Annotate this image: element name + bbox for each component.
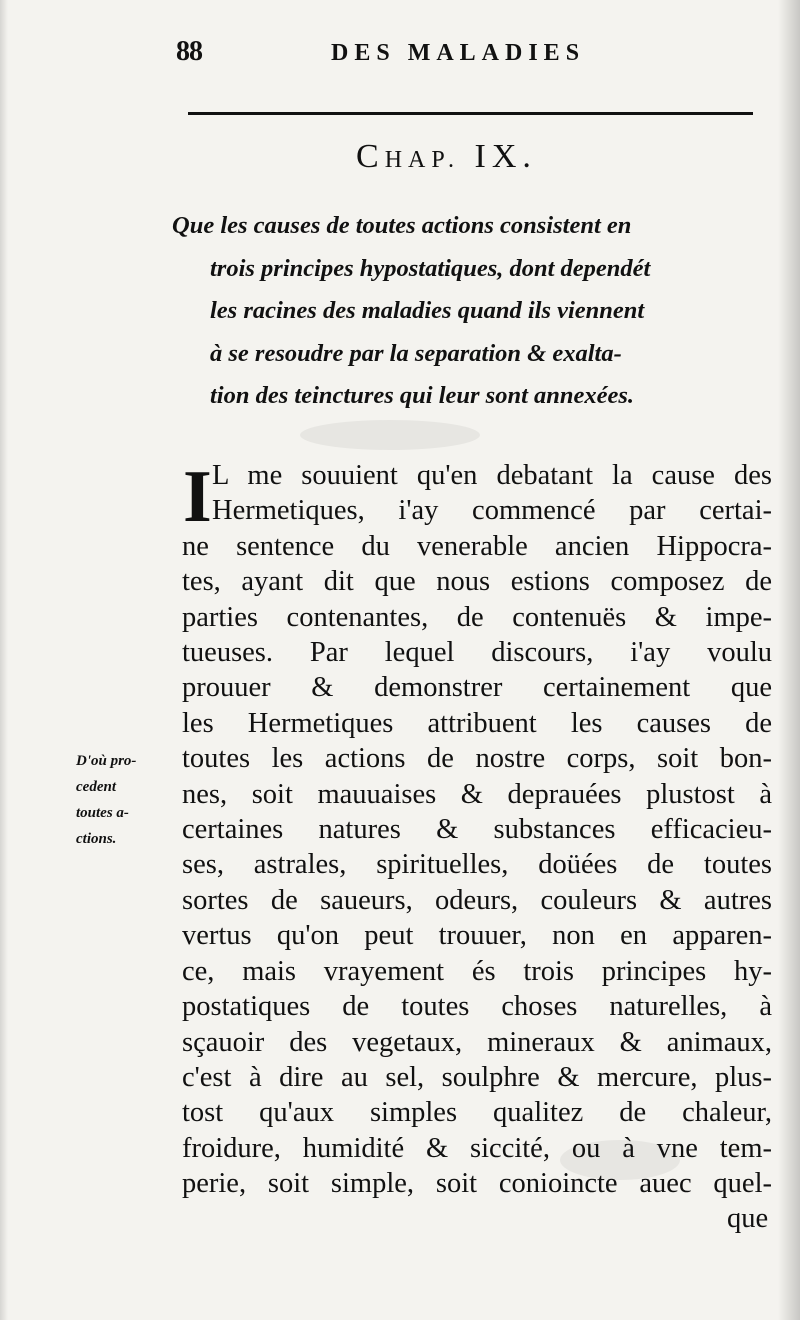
body-line: Hermetiques, i'ay commencé par certai- — [212, 495, 772, 527]
margin-note-line: toutes a- — [76, 805, 129, 821]
page-gutter-shadow — [0, 0, 8, 1320]
page-number: 88 — [176, 36, 202, 67]
summary-line: les racines des maladies quand ils viennent — [210, 297, 645, 324]
body-line: postatiques de toutes choses naturelles, à — [182, 991, 772, 1023]
summary-line: trois principes hypostatiques, dont dependét — [210, 254, 651, 282]
body-line: ses, astrales, spirituelles, doüées de toutes — [182, 849, 772, 881]
ink-smudge — [300, 420, 480, 450]
catchword: que — [727, 1203, 769, 1234]
body-line: tes, ayant dit que nous estions composez de — [182, 566, 772, 598]
body-line: tost qu'aux simples qualitez de chaleur, — [182, 1097, 772, 1129]
body-line: certaines natures & substances efficacieu- — [182, 814, 772, 846]
margin-note — [76, 748, 186, 852]
body-line: tueuses. Par lequel discours, i'ay voulu — [182, 637, 772, 669]
body-line: L me souuient qu'en debatant la cause des — [212, 460, 772, 491]
running-head: DES MALADIES — [331, 40, 586, 66]
body-line: les Hermetiques attribuent les causes de — [182, 707, 772, 739]
chapter-heading-word: HAP. — [384, 147, 461, 173]
header-rule — [188, 112, 753, 115]
page-header — [176, 36, 756, 76]
body-line: prouuer & demonstrer certainement que — [182, 672, 772, 704]
body-line: ce, mais vrayement és trois principes hy- — [182, 955, 772, 987]
body-line: sçauoir des vegetaux, mineraux & animaux, — [182, 1026, 772, 1058]
body-line: sortes de saueurs, odeurs, couleurs & autres — [182, 884, 772, 916]
summary-line: Que les causes de toutes actions consistent en — [172, 212, 632, 239]
body-line: toutes les actions de nostre corps, soit bon- — [182, 743, 772, 775]
drop-initial: I — [183, 456, 212, 538]
chapter-number: IX. — [474, 138, 537, 175]
chapter-summary — [172, 205, 770, 418]
page-edge-shadow — [778, 0, 800, 1320]
body-line: ne sentence du venerable ancien Hippocra- — [182, 530, 772, 562]
body-line: perie, soit simple, soit conioincte auec quel- — [182, 1168, 772, 1200]
summary-line: tion des teinctures qui leur sont annexées. — [210, 382, 635, 409]
summary-line: à se resoudre par la separation & exalta- — [210, 339, 622, 367]
margin-note-line: ctions. — [76, 831, 117, 847]
body-line: nes, soit mauuaises & deprauées plustost à — [182, 778, 772, 810]
body-line: c'est à dire au sel, soulphre & mercure, plus- — [182, 1061, 772, 1093]
body-line: vertus qu'on peut trouuer, non en apparen- — [182, 920, 772, 952]
margin-note-line: D'où pro- — [76, 753, 137, 769]
chapter-heading-cap: C — [356, 138, 385, 175]
body-line: froidure, humidité & siccité, ou à vne tem- — [182, 1132, 772, 1164]
margin-note-line: cedent — [76, 779, 116, 795]
body-text — [182, 458, 772, 1202]
body-line: parties contenantes, de contenuës & impe- — [182, 601, 772, 633]
chapter-heading — [356, 138, 656, 176]
